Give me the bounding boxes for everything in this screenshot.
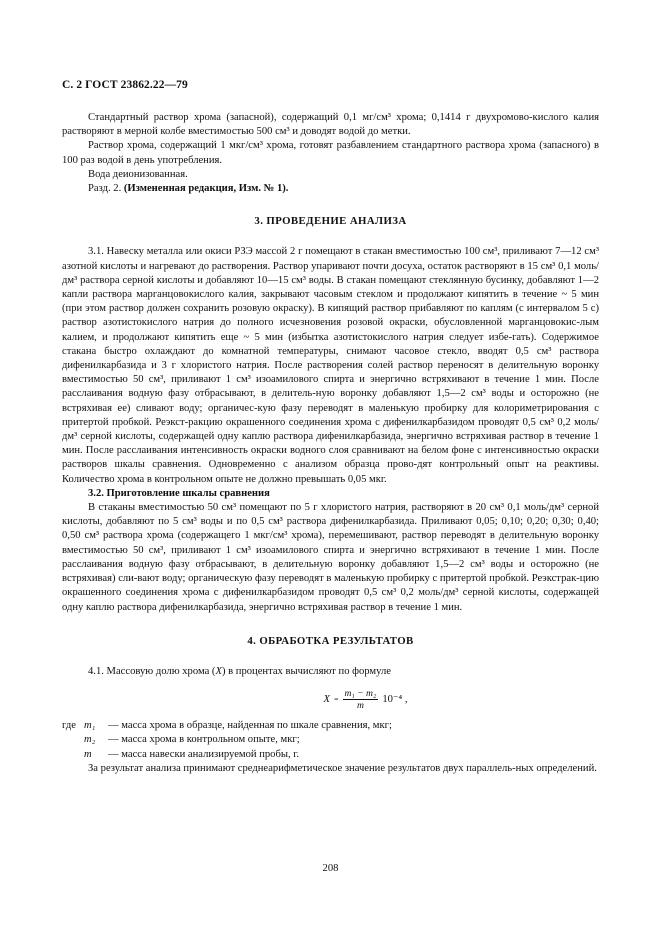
formula-legend bbox=[62, 719, 599, 762]
legend-symbol: m₂ bbox=[84, 734, 96, 746]
legend-text: — масса хрома в контрольном опыте, мкг; bbox=[108, 734, 300, 746]
paragraph-water: Вода деионизованная. bbox=[88, 168, 188, 180]
legend-row bbox=[62, 733, 599, 747]
amendment-bold: (Измененная редакция, Изм. № 1). bbox=[123, 183, 289, 195]
section-3-title: 3. ПРОВЕДЕНИЕ АНАЛИЗА bbox=[254, 215, 407, 228]
page-number: 208 bbox=[322, 863, 339, 874]
formula-equals: = bbox=[333, 694, 339, 704]
p41-variable: X bbox=[215, 665, 222, 677]
p41-text-b: ) в процентах вычисляют по формуле bbox=[221, 665, 391, 677]
formula-numerator: m₁ − m₂ bbox=[344, 688, 377, 700]
amendment-lead: Разд. 2. bbox=[88, 183, 124, 195]
legend-text: — масса навески анализируемой пробы, г. bbox=[108, 748, 300, 760]
section-4-title: 4. ОБРАБОТКА РЕЗУЛЬТАТОВ bbox=[247, 634, 414, 647]
legend-text: — масса хрома в образце, найденная по шкале сравнения, мкг; bbox=[108, 720, 392, 732]
legend-prefix bbox=[62, 733, 84, 747]
formula-fraction bbox=[343, 688, 379, 711]
formula bbox=[62, 688, 599, 711]
legend-symbol: m₁ bbox=[84, 720, 96, 732]
legend-prefix bbox=[62, 748, 84, 762]
formula-tail: 10⁻⁴ , bbox=[382, 693, 408, 705]
formula-denominator: m bbox=[356, 700, 364, 712]
running-header: С. 2 ГОСТ 23862.22—79 bbox=[62, 79, 188, 91]
legend-row bbox=[62, 719, 599, 733]
paragraph-4-1 bbox=[62, 665, 599, 679]
paragraph-standard-solution: Стандартный раствор хрома (запасной), содержащий 0,1 мг/см³ хрома; 0,1414 г двухромово-кислого калия растворяют в мерной колбе вместимостью 500 см³ и доводят водой до метки. bbox=[62, 112, 599, 138]
paragraph-final: За результат анализа принимают среднеарифметическое значение результатов двух параллель-ных определений. bbox=[88, 762, 597, 774]
paragraph-amendment-note bbox=[62, 182, 599, 196]
formula-lhs: X bbox=[323, 693, 330, 705]
p41-text-a: 4.1. Массовую долю хрома ( bbox=[88, 665, 216, 677]
legend-symbol: m bbox=[84, 748, 92, 760]
legend-row bbox=[62, 748, 599, 762]
paragraph-3-1: 3.1. Навеску металла или окиси РЗЭ массой 2 г помещают в стакан вместимостью 100 см³, приливают 7—12 см³ азотной кислоты и нагревают до растворения. Раствор упаривают почти досуха, остаток растворяют в 15 см³ 0,1 моль/дм³ раствора серной кислоты и добавляют 10—15 см³ воды. В стакан помещают стеклянную бусинку, добавляют 1—2 капли раствора марганцовокислого калия, закрывают часовым стеклом и продолжают кипятить в течение ~ 5 мин (при этом раствор должен сохранить розовую окраску). В кипящий раствор прибавляют по каплям (с интервалом 5 с) раствор азотистокислого натрия до полного исчезновения розовой окраски, обусловленной марганцовокис-лым калием, и продолжают кипятить еще ~ 5 мин (избытка азотистокислого натрия следует избе-гать). Содержимое стакана быстро охлаждают до комнатной температуры, снимают часовое стекло, вводят 0,5 см³ раствора дифенилкарбазида и 3 г хлористого натрия. После растворения солей раствор переносят в делительную воронку вместимостью 50 см³, приливают 1 см³ изоамилового спирта и энергично встряхивают в течение 1 мин. После расслаивания водную фазу отбрасывают, в делитель-ную воронку добавляют 1,5—2 см³ воды и осторожно (не встряхивая ее) сливают воду; органичес-кую фазу переводят в маленькую пробирку для колориметрирования с притертой пробкой. Реэкст-ракцию окрашенного соединения хрома с дифенилкарбазидом проводят 0,5 см³ 0,2 моль/дм³ серной кислоты, содержащей одну каплю раствора дифенилкарбазида, энергично встряхивая раствор в течение 1 мин. После расслаивания интенсивность окраски водного слоя сравнивают на белом фоне с интенсивностью окраски растворов шкалы сравнения. Одновременно с анализом образца прово-дят контрольный опыт на реактивы. Количество хрома в контрольном опыте не должно превышать 0,05 мкг. bbox=[62, 246, 599, 485]
paragraph-3-2: В стаканы вместимостью 50 см³ помещают по 5 г хлористого натрия, растворяют в 20 см³ 0,1 моль/дм³ серной кислоты, добавляют по 5 см³ воды и по 0,5 см³ раствора дифенилкарбазида. Приливают 0,05; 0,10; 0,20; 0,30; 0,40; 0,50 см³ раствора хрома (содержащего 1 мкг/см³ хрома), перемешивают, раствор переводят в делительную воронку вместимостью 50 см³, приливают 1 см³ изоамилового спирта и энергично встряхивают в течение 1 мин. После расслаивания водную фазу отбрасывают, в делительную воронку добавляют 1,5—2 см³ воды и осторожно (не встряхивая) сли-вают воду; органическую фазу переводят в маленькую пробирку с притертой пробкой. Реэкстрак-цию окрашенного соединения хрома с дифенилкарбазидом проводят 0,5 см³ 0,2 моль/дм³ серной кислоты, содержащей одну каплю раствора дифенилкарбазида, энергично встряхивая раствор в течение 1 мин. bbox=[62, 502, 599, 613]
legend-prefix: где bbox=[62, 720, 76, 732]
document-body bbox=[62, 111, 599, 776]
subsection-3-2-title: 3.2. Приготовление шкалы сравнения bbox=[88, 487, 270, 499]
paragraph-working-solution: Раствор хрома, содержащий 1 мкг/см³ хрома, готовят разбавлением стандартного раствора хрома (запасного) в 100 раз водой в день употребления. bbox=[62, 140, 599, 166]
